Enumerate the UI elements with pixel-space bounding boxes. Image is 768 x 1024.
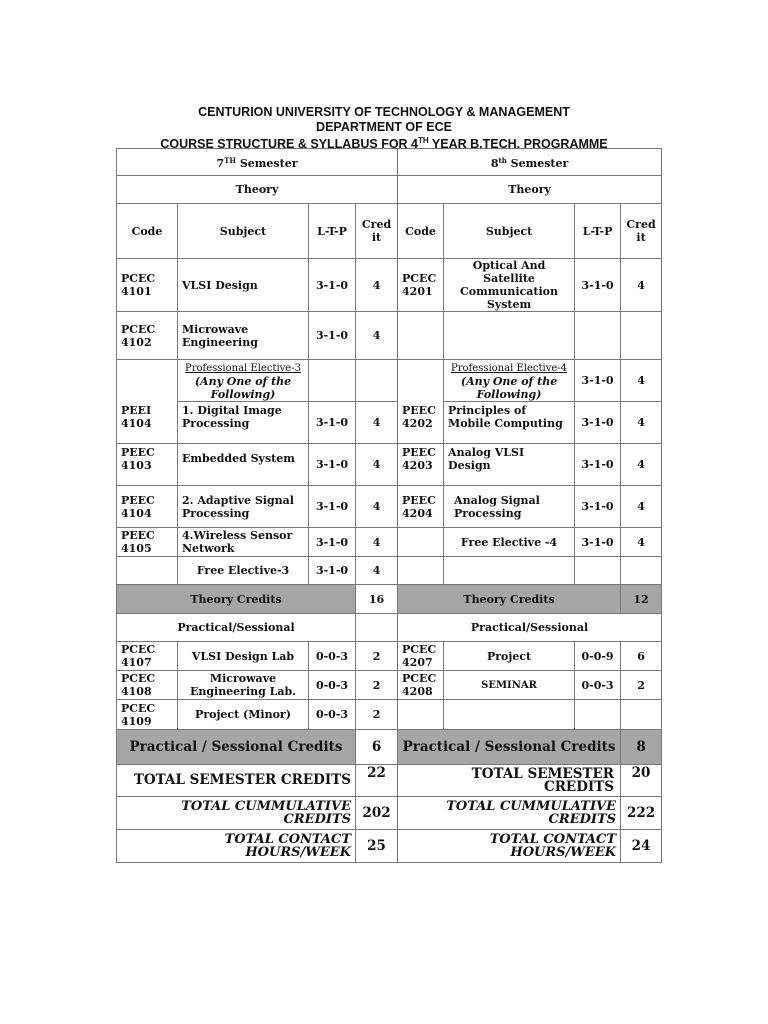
professional-elective-4: Professional Elective-4 (Any One of the Following): [444, 360, 575, 402]
total-cumulative-credits-row: [117, 797, 662, 830]
course-credit: 4: [356, 402, 398, 444]
course-code: PEEI 4104: [117, 402, 178, 444]
practical-credits-value: 6: [356, 730, 398, 765]
course-subject: Principles of Mobile Computing: [444, 402, 575, 444]
total-cumulative-credits-label: TOTAL CUMMULATIVE CREDITS: [398, 797, 621, 830]
sem8-heading: 8th Semester: [398, 149, 662, 176]
course-subject: Project: [444, 642, 575, 671]
table-row: [117, 557, 662, 585]
course-ltp: 3-1-0: [575, 259, 621, 312]
total-semester-credits-label: TOTAL SEMESTER CREDITS: [117, 765, 356, 797]
course-credit: 4: [356, 259, 398, 312]
course-ltp: 0-0-3: [575, 671, 621, 700]
total-semester-credits-value: 22: [356, 765, 398, 797]
course-code: PEEC 4204: [398, 486, 444, 528]
course-code: PEEC 4202: [398, 402, 444, 444]
course-ltp: 0-0-9: [575, 642, 621, 671]
practical-credits-label: Practical / Sessional Credits: [117, 730, 356, 765]
theory-credits-label: Theory Credits: [117, 585, 356, 614]
course-subject: VLSI Design Lab: [178, 642, 309, 671]
course-ltp: 3-1-0: [309, 528, 356, 557]
table-row: [117, 671, 662, 700]
course-subject: 4.Wireless Sensor Network: [178, 528, 309, 557]
course-credit: 4: [356, 557, 398, 585]
course-credit: 6: [621, 642, 662, 671]
total-contact-hours-row: [117, 830, 662, 863]
sem8-theory-heading: Theory: [398, 176, 662, 204]
course-code: PCEC 4201: [398, 259, 444, 312]
professional-elective-3: Professional Elective-3 (Any One of the Following): [178, 360, 309, 402]
course-ltp: 3-1-0: [309, 444, 356, 486]
table-row: [117, 642, 662, 671]
university-title: CENTURION UNIVERSITY OF TECHNOLOGY & MANAGEMENT: [198, 105, 570, 119]
course-code: PCEC 4108: [117, 671, 178, 700]
theory-credits-row: [117, 585, 662, 614]
course-code: PEEC 4105: [117, 528, 178, 557]
total-contact-hours-value: 25: [356, 830, 398, 863]
course-code: PCEC 4102: [117, 312, 178, 360]
course-subject: 2. Adaptive Signal Processing: [178, 486, 309, 528]
table-row: [117, 402, 662, 444]
course-ltp: 3-1-0: [309, 486, 356, 528]
course-subject: Free Elective -4: [444, 528, 575, 557]
table-row: [117, 312, 662, 360]
theory-credits-value: 16: [356, 585, 398, 614]
course-credit: 4: [621, 259, 662, 312]
course-code: PCEC 4208: [398, 671, 444, 700]
course-ltp: 3-1-0: [309, 402, 356, 444]
practical-heading: Practical/Sessional: [117, 614, 356, 642]
department-title: DEPARTMENT OF ECE: [316, 120, 452, 134]
table-row: [117, 444, 662, 486]
course-credit: 4: [621, 444, 662, 486]
course-credit: 4: [621, 360, 662, 402]
total-contact-hours-label: TOTAL CONTACT HOURS/WEEK: [398, 830, 621, 863]
total-cumulative-credits-label: TOTAL CUMMULATIVE CREDITS: [117, 797, 356, 830]
theory-credits-value: 12: [621, 585, 662, 614]
course-subject: Analog VLSI Design: [444, 444, 575, 486]
total-cumulative-credits-value: 202: [356, 797, 398, 830]
total-semester-credits-row: [117, 765, 662, 797]
total-contact-hours-label: TOTAL CONTACT HOURS/WEEK: [117, 830, 356, 863]
course-subject: Embedded System: [178, 444, 309, 486]
course-credit: 2: [621, 671, 662, 700]
course-ltp: 3-1-0: [575, 402, 621, 444]
table-row: [117, 360, 662, 402]
total-semester-credits-value: 20: [621, 765, 662, 797]
course-credit: 4: [356, 486, 398, 528]
course-ltp: 3-1-0: [575, 360, 621, 402]
table-row: [117, 259, 662, 312]
course-structure-table: [116, 148, 662, 863]
table-row: [117, 700, 662, 730]
course-ltp: 0-0-3: [309, 671, 356, 700]
course-credit: 2: [356, 671, 398, 700]
course-subject: Project (Minor): [178, 700, 309, 730]
course-subject: Microwave Engineering: [178, 312, 309, 360]
course-ltp: 3-1-0: [309, 312, 356, 360]
course-credit: 4: [621, 402, 662, 444]
course-credit: 4: [356, 528, 398, 557]
course-ltp: 3-1-0: [575, 444, 621, 486]
course-subject: 1. Digital Image Processing: [178, 402, 309, 444]
course-subject: Free Elective-3: [178, 557, 309, 585]
table-row: [117, 486, 662, 528]
course-ltp: 0-0-3: [309, 700, 356, 730]
course-code: PCEC 4207: [398, 642, 444, 671]
col-ltp: L-T-P: [309, 204, 356, 259]
col-credit: Credit: [621, 204, 662, 259]
col-ltp: L-T-P: [575, 204, 621, 259]
course-credit: 4: [621, 486, 662, 528]
course-credit: 2: [356, 700, 398, 730]
col-credit: Credit: [356, 204, 398, 259]
course-ltp: 3-1-0: [575, 528, 621, 557]
total-cumulative-credits-value: 222: [621, 797, 662, 830]
course-subject: SEMINAR: [444, 671, 575, 700]
practical-credits-row: [117, 730, 662, 765]
course-code: PCEC 4101: [117, 259, 178, 312]
course-code: PCEC 4107: [117, 642, 178, 671]
course-credit: 4: [356, 444, 398, 486]
course-ltp: 3-1-0: [575, 486, 621, 528]
sem7-theory-heading: Theory: [117, 176, 398, 204]
col-code: Code: [398, 204, 444, 259]
course-credit: 4: [621, 528, 662, 557]
course-ltp: 0-0-3: [309, 642, 356, 671]
course-credit: 2: [356, 642, 398, 671]
course-code: PEEC 4104: [117, 486, 178, 528]
table-row: [117, 528, 662, 557]
col-subject: Subject: [444, 204, 575, 259]
course-subject: Optical And Satellite Communication System: [444, 259, 575, 312]
total-contact-hours-value: 24: [621, 830, 662, 863]
col-code: Code: [117, 204, 178, 259]
course-code: PEEC 4203: [398, 444, 444, 486]
course-credit: 4: [356, 312, 398, 360]
course-code: PCEC 4109: [117, 700, 178, 730]
theory-credits-label: Theory Credits: [398, 585, 621, 614]
course-ltp: 3-1-0: [309, 259, 356, 312]
course-code: PEEC 4103: [117, 444, 178, 486]
sem7-heading: 7TH Semester: [117, 149, 398, 176]
total-semester-credits-label: TOTAL SEMESTER CREDITS: [398, 765, 621, 797]
course-ltp: 3-1-0: [309, 557, 356, 585]
course-subject: Analog Signal Processing: [444, 486, 575, 528]
practical-heading: Practical/Sessional: [398, 614, 662, 642]
practical-credits-value: 8: [621, 730, 662, 765]
practical-credits-label: Practical / Sessional Credits: [398, 730, 621, 765]
programme-title: COURSE STRUCTURE & SYLLABUS FOR 4TH YEAR B.TECH. PROGRAMME: [160, 136, 608, 151]
col-subject: Subject: [178, 204, 309, 259]
course-subject: Microwave Engineering Lab.: [178, 671, 309, 700]
course-subject: VLSI Design: [178, 259, 309, 312]
